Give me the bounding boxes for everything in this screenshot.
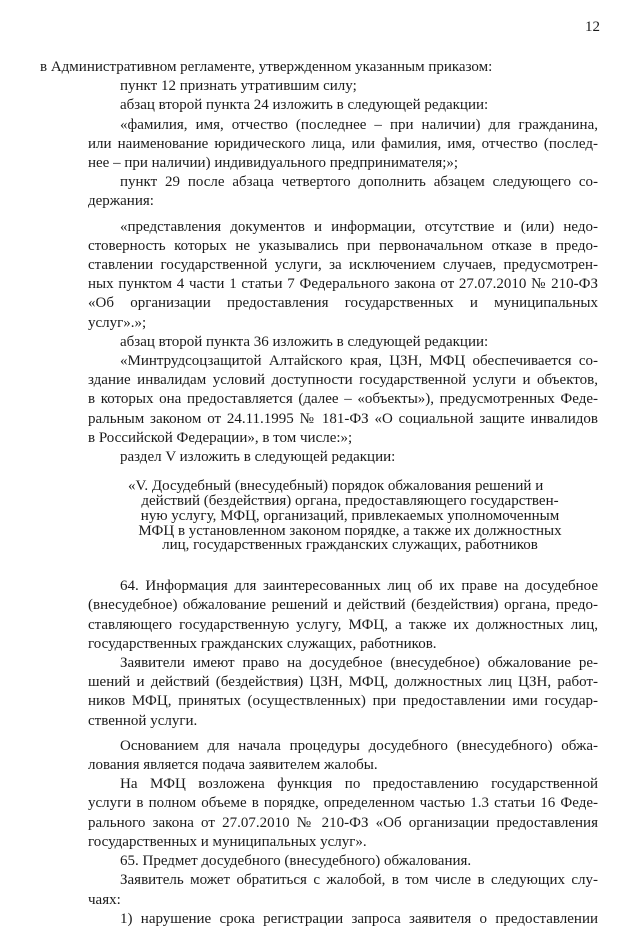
text-line: абзац второй пункта 36 изложить в следующей редакции: xyxy=(120,333,489,350)
text-line: в Российской Федерации», в том числе:»; xyxy=(88,429,353,446)
text-line: шений и действий (бездействия) ЦЗН, МФЦ, должностных лиц ЦЗН, работ- xyxy=(88,674,598,691)
text-line: государственных гражданских служащих, работников. xyxy=(88,635,437,652)
text-line: пункт 12 признать утратившим силу; xyxy=(120,78,357,95)
text-line: Основанием для начала процедуры досудебного (внесудебного) обжа- xyxy=(120,737,598,754)
text-line: 65. Предмет досудебного (внесудебного) обжалования. xyxy=(120,853,472,870)
text-line: лования является подача заявителем жалобы. xyxy=(88,757,378,774)
text-line: государственных и муниципальных услуг». xyxy=(88,833,367,850)
section-title xyxy=(88,479,598,553)
text-line: услуг».»; xyxy=(88,314,147,331)
text-line: «Об организации предоставления государственных и муниципальных xyxy=(88,295,598,312)
text-line: здание инвалидам условий доступности государственной услуги и объектов, xyxy=(88,372,598,389)
text-line: 1) нарушение срока регистрации запроса заявителя о предоставлении xyxy=(120,910,598,927)
page-number: 12 xyxy=(585,19,600,35)
text-line: Заявитель может обратиться с жалобой, в том числе в следующих слу- xyxy=(120,872,598,889)
text-line: стоверность которых не указывались при первоначальном отказе в предо- xyxy=(88,237,598,254)
section-title-line: МФЦ в установленном законом порядке, а также их должностных xyxy=(138,522,562,539)
text-line: пункт 29 после абзаца четвертого дополнить абзацем следующего со- xyxy=(120,174,598,191)
text-line: «Минтрудсоцзащитой Алтайского края, ЦЗН, МФЦ обеспечивается со- xyxy=(120,353,598,370)
text-line: ников МФЦ, принятых (осуществленных) при предоставлении ими государ- xyxy=(88,693,598,710)
text-line: (внесудебное) обжалование решений и действий (бездействия) органа, предо- xyxy=(88,597,598,614)
text-line: На МФЦ возложена функция по предоставлению государственной xyxy=(120,776,598,793)
text-line: услуги в полном объеме в порядке, определенном частью 1.3 статьи 16 Феде- xyxy=(88,795,598,812)
text-line: держания: xyxy=(88,193,154,210)
text-line: ственной услуги. xyxy=(88,712,198,729)
text-line: ставлении государственной услуги, за исключением случаев, предусмотрен- xyxy=(88,257,598,274)
document-body xyxy=(40,58,598,929)
text-line: рального закона от 27.07.2010 № 210-ФЗ «Об организации предоставления xyxy=(88,814,598,831)
text-line: раздел V изложить в следующей редакции: xyxy=(120,449,396,466)
section-title-line: действий (бездействия) органа, предоставляющего государствен- xyxy=(141,493,559,510)
text-line: в которых она предоставляется (далее – «объекты»), предусмотренных Феде- xyxy=(88,391,598,408)
text-line: в Административном регламенте, утвержденном указанным приказом: xyxy=(40,59,493,75)
text-line: нее – при наличии) индивидуального предпринимателя;»; xyxy=(88,155,459,172)
text-line: или наименование юридического лица, или фамилия, имя, отчество (послед- xyxy=(88,135,598,152)
text-line: Заявители имеют право на досудебное (внесудебное) обжалование ре- xyxy=(120,655,598,672)
text-line: «фамилия, имя, отчество (последнее – при наличии) для гражданина, xyxy=(120,116,598,133)
text-line: ставляющего государственную услугу, МФЦ, а также их должностных лиц, xyxy=(88,616,598,633)
section-title-line: «V. Досудебный (внесудебный) порядок обжалования решений и xyxy=(128,478,544,495)
section-title-line: ную услугу, МФЦ, организаций, привлекаемых уполномоченным xyxy=(140,507,560,524)
text-line: абзац второй пункта 24 изложить в следующей редакции: xyxy=(120,97,489,114)
text-line: ральным законом от 24.11.1995 № 181-ФЗ «О социальной защите инвалидов xyxy=(88,410,598,427)
text-line: ных пунктом 4 части 1 статьи 7 Федерального закона от 27.07.2010 № 210-ФЗ xyxy=(88,276,598,293)
section-title-line: лиц, государственных гражданских служащих, работников xyxy=(162,537,538,554)
text-line: 64. Информация для заинтересованных лиц об их праве на досудебное xyxy=(120,578,598,595)
text-line: чаях: xyxy=(88,891,121,908)
text-line: «представления документов и информации, отсутствие и (или) недо- xyxy=(120,218,598,235)
